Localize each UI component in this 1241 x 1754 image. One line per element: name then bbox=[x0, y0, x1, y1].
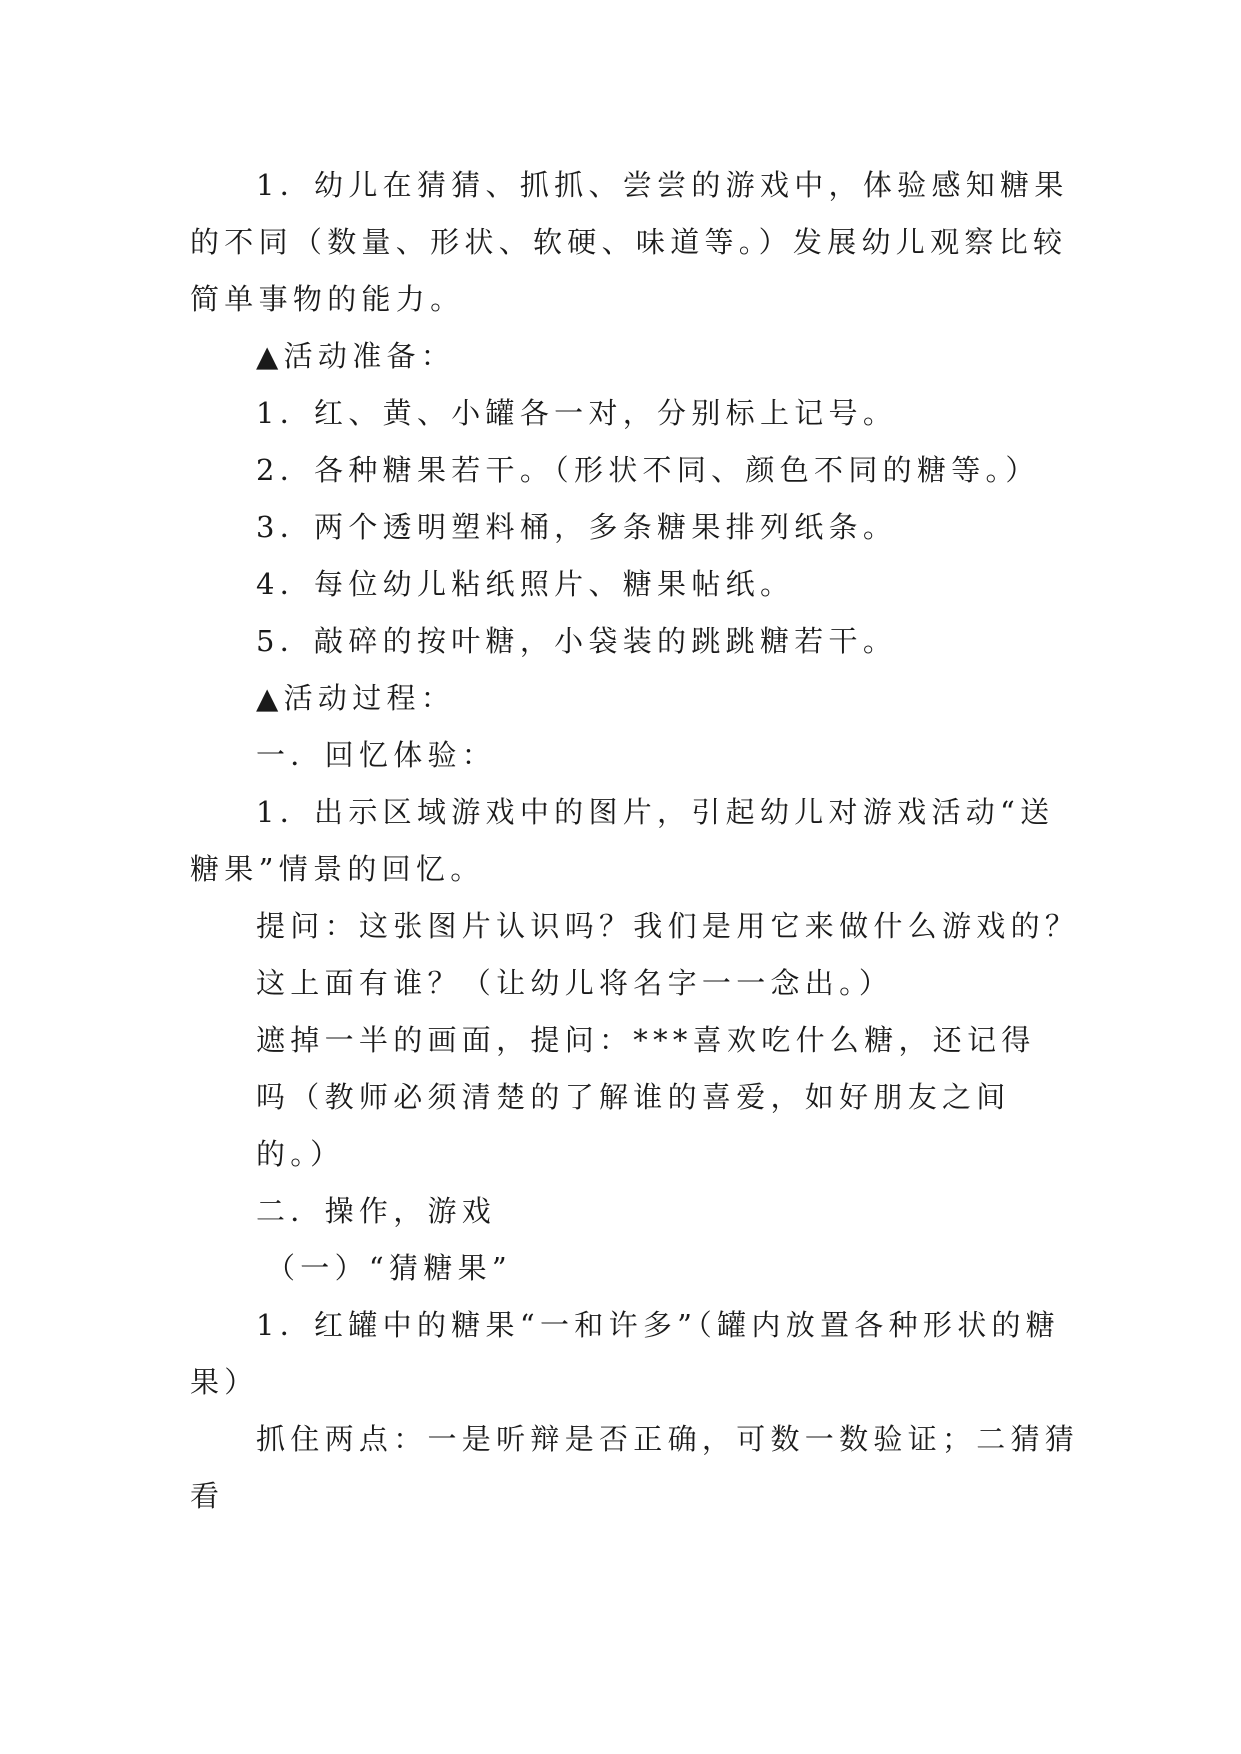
section-heading-preparation: ▲活动准备： bbox=[256, 339, 456, 373]
text-line-19: 二．操作，游戏 bbox=[256, 1194, 497, 1228]
text-line-7: 3．两个透明塑料桶，多条糖果排列纸条。 bbox=[256, 510, 898, 544]
text-line-14: 提问：这张图片认识吗？我们是用它来做什么游戏的？ bbox=[256, 909, 1080, 943]
text-line-9: 5．敲碎的按叶糖，小袋装的跳跳糖若干。 bbox=[256, 624, 898, 658]
text-line-11: 一．回忆体验： bbox=[256, 738, 497, 772]
text-line-6: 2．各种糖果若干。（形状不同、颜色不同的糖等。） bbox=[256, 453, 1040, 487]
text-line-2: 的不同（数量、形状、软硬、味道等。）发展幼儿观察比较 bbox=[190, 225, 1068, 259]
text-line-8: 4．每位幼儿粘纸照片、糖果帖纸。 bbox=[256, 567, 795, 601]
text-line-3: 简单事物的能力。 bbox=[190, 282, 465, 316]
text-line-15: 这上面有谁？（让幼儿将名字一一念出。） bbox=[256, 966, 894, 1000]
text-line-24: 看 bbox=[190, 1479, 225, 1513]
section-heading-process: ▲活动过程： bbox=[256, 681, 456, 715]
text-line-5: 1．红、黄、小罐各一对，分别标上记号。 bbox=[256, 396, 898, 430]
text-line-21: 1．红罐中的糖果“一和许多”（罐内放置各种形状的糖 bbox=[256, 1308, 1061, 1342]
text-line-17: 吗（教师必须清楚的了解谁的喜爱，如好朋友之间 bbox=[256, 1080, 1011, 1114]
text-line-23: 抓住两点：一是听辩是否正确，可数一数验证；二猜猜 bbox=[256, 1422, 1080, 1456]
text-line-20: （一）“猜糖果” bbox=[266, 1251, 513, 1285]
text-line-18: 的。） bbox=[256, 1137, 345, 1171]
text-line-22: 果） bbox=[190, 1365, 259, 1399]
text-line-13: 糖果”情景的回忆。 bbox=[190, 852, 485, 886]
text-line-16: 遮掉一半的画面，提问：***喜欢吃什么糖，还记得 bbox=[256, 1023, 1036, 1057]
text-line-1: 1．幼儿在猜猜、抓抓、尝尝的游戏中，体验感知糖果 bbox=[256, 168, 1069, 202]
text-line-12: 1．出示区域游戏中的图片，引起幼儿对游戏活动“送 bbox=[256, 795, 1055, 829]
